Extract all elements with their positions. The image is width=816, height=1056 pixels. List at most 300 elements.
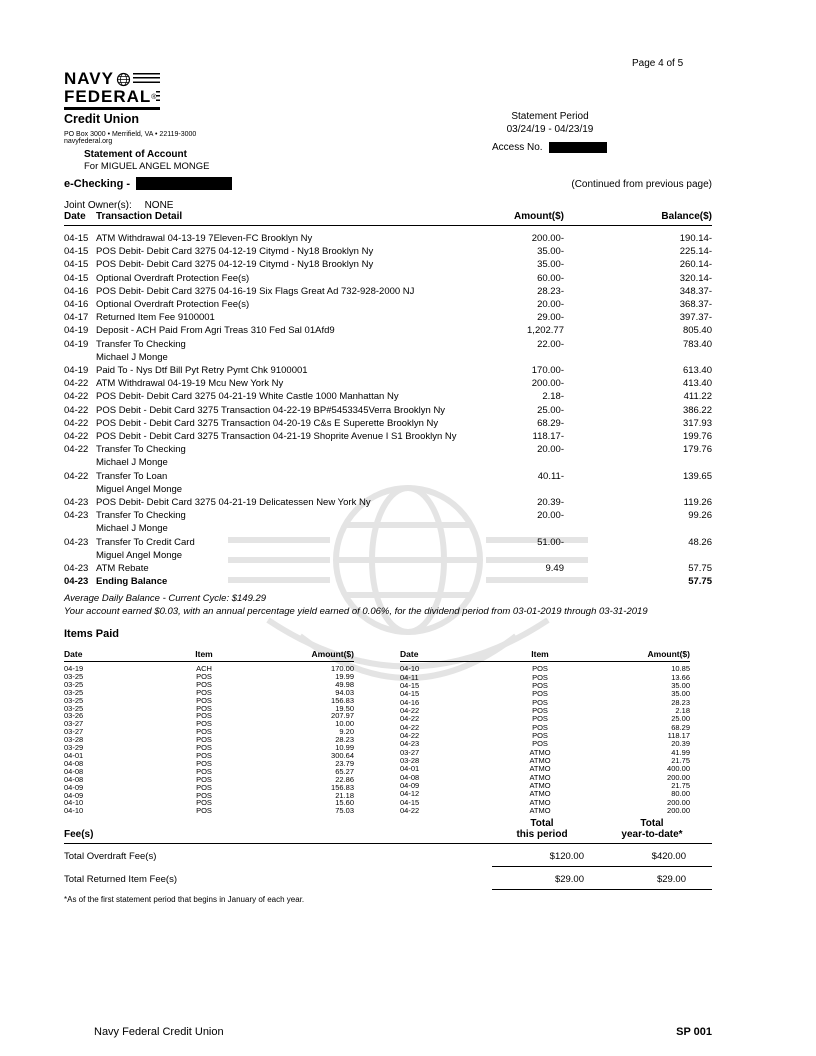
fees-section [64,818,712,904]
item-row [64,807,354,815]
item-amount: 21.75 [671,756,690,765]
item-type: POS [196,679,212,689]
item-date: 04-15 [400,797,420,807]
item-date: 03-25 [64,695,84,705]
item-amount: 9.20 [339,727,354,737]
transaction-date: 04-23 [64,576,89,588]
transaction-date: 04-22 [64,417,89,429]
transaction-detail: Miguel Angel Monge [96,483,183,495]
item-amount: 118.17 [667,731,690,741]
transaction-detail: Transfer To Checking [96,444,186,456]
item-date: 04-10 [64,798,84,808]
transaction-amount: 20.00- [537,510,564,522]
transaction-detail: POS Debit - Debit Card 3275 Transaction 04-22-19 BP#5453345Verra Brooklyn Ny [96,404,446,416]
joint-owners-label: Joint Owner(s): [64,200,132,211]
fees-ytd-header-line2: year-to-date* [621,829,683,840]
items-header-row [400,649,690,662]
transaction-detail: Ending Balance [96,576,168,588]
transaction-row [64,324,712,337]
item-amount: 156.83 [331,782,354,792]
transaction-date: 04-16 [64,285,89,297]
col-header-date: Date [64,211,96,226]
transaction-amount: 51.00- [537,536,564,548]
transaction-detail: POS Debit- Debit Card 3275 04-21-19 White Castle 1000 Manhattan Ny [96,391,399,403]
logo-federal-row [64,88,160,106]
transaction-date: 04-23 [64,563,89,575]
item-amount: 13.66 [671,672,690,682]
item-amount: 49.98 [335,679,354,689]
transaction-balance: 348.37- [679,285,712,297]
logo-stripes [133,73,160,85]
item-type: POS [532,664,548,674]
transaction-balance: 805.40 [682,325,712,337]
transaction-balance: 368.37- [679,299,712,311]
item-amount: 75.03 [335,806,354,816]
item-date: 03-27 [64,727,84,737]
item-date: 04-01 [64,750,84,760]
transaction-amount: 2.18- [542,391,564,403]
transaction-row [64,245,712,258]
item-type: POS [196,750,212,760]
item-type: ATMO [529,772,551,782]
transaction-detail: Michael J Monge [96,457,168,469]
transaction-date: 04-15 [64,233,89,244]
transaction-detail: Michael J Monge [96,351,168,363]
transaction-amount: 68.29- [537,417,564,429]
transaction-row [64,377,712,390]
transaction-date: 04-23 [64,497,89,509]
transaction-date: 04-22 [64,470,89,482]
page-number: Page 4 of 5 [632,58,684,69]
item-type: ACH [196,664,212,673]
item-type: POS [196,806,212,816]
col-header-detail: Transaction Detail [96,211,496,226]
fees-ytd-header-line1: Total [640,818,664,829]
transaction-date: 04-22 [64,391,89,403]
transaction-amount [496,549,564,562]
item-date: 03-26 [64,711,84,721]
items-left-body [64,662,354,816]
logo-website: navyfederal.org [64,138,113,145]
item-date: 03-29 [64,743,84,753]
item-type: POS [196,774,212,784]
items-col-date: Date [64,649,134,662]
transaction-date: 04-23 [64,536,89,548]
transaction-amount: 200.00- [531,378,564,390]
item-date: 04-15 [400,681,420,691]
transaction-detail: Michael J Monge [96,523,168,535]
col-header-amount: Amount($) [496,211,564,226]
transaction-amount [496,522,564,535]
item-amount: 28.23 [335,735,354,745]
item-type: ATMO [529,797,551,807]
statement-period-block [490,110,610,136]
logo-navy-text: NAVY [64,69,114,88]
access-number-label: Access No. [492,142,543,153]
transactions-body [64,226,712,589]
transaction-balance: 411.22 [683,391,712,403]
fee-amount-period: $120.00 [492,844,592,867]
transaction-balance: 199.76 [682,431,712,443]
redacted-account-number [136,177,232,190]
item-date: 03-28 [400,756,420,765]
item-date: 04-22 [400,714,420,724]
transaction-date: 04-22 [64,378,89,390]
item-date: 04-09 [400,780,420,790]
fee-label: Total Overdraft Fee(s) [64,851,157,863]
transaction-date: 04-19 [64,365,89,377]
fee-amount-ytd: $420.00 [592,844,712,867]
item-type: POS [196,782,212,792]
transaction-balance: 317.93 [682,417,712,429]
account-title-label: e-Checking - [64,177,131,190]
transaction-detail: POS Debit- Debit Card 3275 04-12-19 Citymd - Ny18 Brooklyn Ny [96,259,374,271]
item-date: 03-25 [64,671,84,681]
transaction-date [64,456,96,469]
joint-owners-value: NONE [144,200,174,211]
transaction-amount: 25.00- [537,404,564,416]
transaction-balance: 613.40 [682,365,712,377]
item-type: POS [196,743,212,753]
transaction-balance [564,456,712,469]
transaction-balance: 119.26 [683,497,712,509]
item-amount: 21.18 [335,790,354,800]
transaction-row [64,417,712,430]
item-type: POS [196,695,212,705]
logo-address: PO Box 3000 • Merrifield, VA • 22119-3000 [64,131,197,138]
item-row [400,662,690,674]
transaction-balance: 190.14- [679,233,712,244]
item-amount: 35.00 [671,689,690,699]
transaction-balance [564,549,712,562]
transaction-row [64,443,712,456]
transaction-detail: Optional Overdraft Protection Fee(s) [96,299,250,311]
transaction-balance: 413.40 [682,378,712,390]
transaction-row [64,430,712,443]
item-type: POS [532,722,548,732]
transaction-amount: 20.00- [537,299,564,311]
logo-rule [64,107,160,110]
transaction-row [64,311,712,324]
transaction-date [64,549,96,562]
account-section-header [64,177,712,190]
transaction-amount: 28.23- [537,285,564,297]
item-type: POS [532,706,548,716]
item-type: POS [196,719,212,729]
transaction-date [64,351,96,364]
transaction-amount: 118.17- [532,431,564,443]
transaction-date: 04-16 [64,299,89,311]
item-date: 04-22 [400,706,420,716]
statement-of-account-block [84,149,209,172]
item-amount: 10.00 [335,719,354,729]
transaction-balance: 397.37- [679,312,712,324]
item-date: 04-08 [64,766,84,776]
item-amount: 25.00 [671,714,690,724]
item-date: 04-09 [64,790,84,800]
item-type: ATMO [529,747,551,757]
item-type: POS [196,727,212,737]
page-footer [64,1026,712,1038]
transaction-detail: POS Debit - Debit Card 3275 Transaction 04-21-19 Shoprite Avenue I S1 Brooklyn Ny [96,431,457,443]
transaction-date: 04-22 [64,431,89,443]
transaction-date: 04-22 [64,444,89,456]
transaction-detail: Transfer To Checking [96,510,186,522]
items-right-body [400,662,690,816]
item-date: 04-23 [400,739,420,749]
transaction-detail: Paid To - Nys Dtf Bill Pyt Retry Pymt Chk 9100001 [96,365,308,377]
footer-org-name: Navy Federal Credit Union [94,1026,224,1038]
fee-amount-ytd: $29.00 [592,867,712,890]
transaction-amount: 40.11- [537,470,564,482]
summary-notes [64,593,648,618]
fees-col-ytd [592,818,712,844]
fee-amount-period: $29.00 [492,867,592,890]
item-amount: 200.00 [667,806,690,816]
item-amount: 20.39 [671,739,690,749]
transaction-row [64,404,712,417]
registered-mark: ® [151,93,157,101]
transaction-row [64,351,712,364]
item-date: 04-10 [64,806,84,816]
item-amount: 10.85 [671,664,690,674]
transaction-amount: 60.00- [537,272,564,284]
transaction-balance: 139.65 [682,470,712,482]
fees-col-label: Fee(s) [64,818,492,844]
item-date: 04-16 [400,697,420,707]
item-amount: 19.50 [335,703,354,713]
item-date: 03-25 [64,679,84,689]
items-paid-tables [64,649,690,815]
account-title [64,177,232,190]
transaction-detail: ATM Withdrawal 04-19-19 Mcu New York Ny [96,378,284,390]
item-date: 04-08 [64,758,84,768]
transaction-detail: POS Debit- Debit Card 3275 04-16-19 Six Flags Great Ad 732-928-2000 NJ [96,285,415,297]
fees-header-row [64,818,712,844]
items-col-item: Item [134,649,274,662]
item-amount: 15.60 [335,798,354,808]
statement-period-value: 03/24/19 - 04/23/19 [506,124,594,135]
transaction-balance: 260.14- [679,259,712,271]
item-amount: 2.18 [675,706,690,716]
transaction-row [64,364,712,377]
item-type: ATMO [529,764,551,774]
globe-icon [116,72,131,87]
transaction-row [64,575,712,588]
transaction-balance [564,351,712,364]
item-amount: 22.86 [335,774,354,784]
fees-period-header-line1: Total [530,818,554,829]
transaction-amount: 1,202.77 [527,325,564,337]
transaction-amount: 29.00- [537,312,564,324]
item-row [400,807,690,815]
item-type: POS [196,735,212,745]
item-type: POS [196,758,212,768]
transaction-balance [564,483,712,496]
item-date: 04-22 [400,722,420,732]
item-date: 04-09 [64,782,84,792]
transaction-row [64,456,712,469]
item-type: POS [532,672,548,682]
transaction-balance: 179.76 [682,444,712,456]
transaction-date: 04-19 [64,325,89,337]
item-type: POS [532,689,548,699]
transaction-row [64,298,712,311]
navy-federal-logo [64,69,197,145]
transaction-detail: ATM Withdrawal 04-13-19 7Eleven-FC Brooklyn Ny [96,233,313,244]
item-date: 04-10 [400,664,420,674]
footer-form-code: SP 001 [676,1026,712,1038]
transaction-date [64,522,96,535]
item-date: 04-22 [400,731,420,741]
item-date: 04-12 [400,789,420,799]
logo-federal-text: FEDERAL [64,87,152,106]
item-date: 04-19 [64,664,84,673]
item-type: POS [532,697,548,707]
item-date: 04-01 [400,764,420,774]
transaction-amount: 35.00- [537,259,564,271]
transaction-row [64,536,712,549]
item-amount: 300.64 [331,750,354,760]
transaction-date: 04-22 [64,404,89,416]
item-date: 04-08 [400,772,420,782]
transaction-row [64,272,712,285]
items-col-date: Date [400,649,470,662]
item-type: POS [196,687,212,697]
transaction-date [64,483,96,496]
transaction-row [64,483,712,496]
average-daily-balance-note: Average Daily Balance - Current Cycle: $149.29 [64,593,267,604]
item-type: POS [196,711,212,721]
transaction-detail: Optional Overdraft Protection Fee(s) [96,272,250,284]
col-header-balance: Balance($) [564,211,712,226]
item-amount: 19.99 [335,671,354,681]
statement-of-account-title: Statement of Account [84,149,187,160]
item-amount: 41.99 [671,747,690,757]
logo-navy-row [64,70,160,88]
logo-stripes [156,91,160,103]
transaction-row [64,509,712,522]
transaction-row [64,285,712,298]
transaction-balance: 386.22 [682,404,712,416]
transaction-amount: 20.39- [537,497,564,509]
item-type: POS [196,798,212,808]
items-header-row [64,649,354,662]
item-amount: 35.00 [671,681,690,691]
item-type: ATMO [529,806,551,816]
item-amount: 65.27 [335,766,354,776]
transaction-detail: Returned Item Fee 9100001 [96,312,215,324]
transaction-row [64,226,712,246]
item-date: 04-15 [400,689,420,699]
item-amount: 400.00 [667,764,690,774]
fee-row [64,867,712,890]
transaction-detail: ATM Rebate [96,563,149,575]
fee-label: Total Returned Item Fee(s) [64,874,177,885]
transaction-balance: 57.75 [688,563,712,575]
item-amount: 23.79 [335,758,354,768]
transaction-date: 04-17 [64,312,89,324]
transaction-row [64,470,712,483]
transaction-date: 04-15 [64,259,89,271]
item-type: ATMO [529,780,551,790]
fees-table [64,818,712,890]
transaction-detail: Deposit - ACH Paid From Agri Treas 310 Fed Sal 01Afd9 [96,325,335,337]
transaction-amount [496,483,564,496]
transaction-date: 04-15 [64,272,89,284]
transaction-amount: 200.00- [531,233,564,244]
transactions-table [64,211,712,588]
items-col-amount: Amount($) [274,649,354,662]
transaction-detail: Transfer To Checking [96,338,186,350]
items-paid-table-right [400,649,690,815]
transaction-row [64,522,712,535]
item-date: 04-22 [400,806,420,816]
item-amount: 68.29 [671,722,690,732]
transaction-balance: 99.26 [688,510,712,522]
item-amount: 200.00 [667,797,690,807]
transaction-detail: Transfer To Credit Card [96,536,195,548]
item-type: POS [532,731,548,741]
items-paid-table-left [64,649,354,815]
item-amount: 207.97 [331,711,354,721]
items-col-item: Item [470,649,610,662]
item-date: 04-11 [400,672,419,682]
transaction-amount: 35.00- [537,246,564,258]
transaction-detail: Transfer To Loan [96,470,168,482]
item-amount: 28.23 [671,697,690,707]
transaction-balance: 48.26 [688,536,712,548]
transaction-row [64,562,712,575]
transaction-date: 04-19 [64,338,89,350]
transaction-row [64,549,712,562]
item-amount: 170.00 [331,664,354,673]
transaction-balance: 320.14- [679,272,712,284]
transaction-amount [496,456,564,469]
transaction-date: 04-15 [64,246,89,258]
item-type: ATMO [529,789,551,799]
access-number-line [492,142,607,153]
account-holder-name: For MIGUEL ANGEL MONGE [84,161,210,172]
transaction-row [64,390,712,403]
items-col-amount: Amount($) [610,649,690,662]
item-amount: 10.99 [335,743,354,753]
items-paid-section [64,628,690,815]
item-type: POS [196,766,212,776]
item-date: 03-27 [400,747,420,757]
transaction-detail: POS Debit - Debit Card 3275 Transaction 04-20-19 C&s E Superette Brooklyn Ny [96,417,439,429]
joint-owners-line [64,200,173,211]
fees-period-header-line2: this period [516,829,568,840]
transaction-amount [496,351,564,364]
logo-credit-union-text: Credit Union [64,112,139,126]
transaction-detail: POS Debit- Debit Card 3275 04-21-19 Delicatessen New York Ny [96,497,371,509]
transaction-balance [564,522,712,535]
transaction-balance: 783.40 [682,338,712,350]
transaction-balance: 57.75 [688,576,712,588]
transaction-amount: 170.00- [531,365,564,377]
transaction-amount [496,575,564,588]
fees-body [64,844,712,890]
dividend-note: Your account earned $0.03, with an annual percentage yield earned of 0.06%, for the dividend period from 03-01-2019 through 03-31-2019 [64,605,648,617]
item-amount: 94.03 [335,687,354,697]
redacted-access-number [549,142,607,153]
item-type: POS [196,703,212,713]
transaction-date: 04-23 [64,510,89,522]
transaction-detail: Miguel Angel Monge [96,549,183,561]
continued-note: (Continued from previous page) [571,179,712,190]
fees-footnote: *As of the first statement period that begins in January of each year. [64,895,305,904]
